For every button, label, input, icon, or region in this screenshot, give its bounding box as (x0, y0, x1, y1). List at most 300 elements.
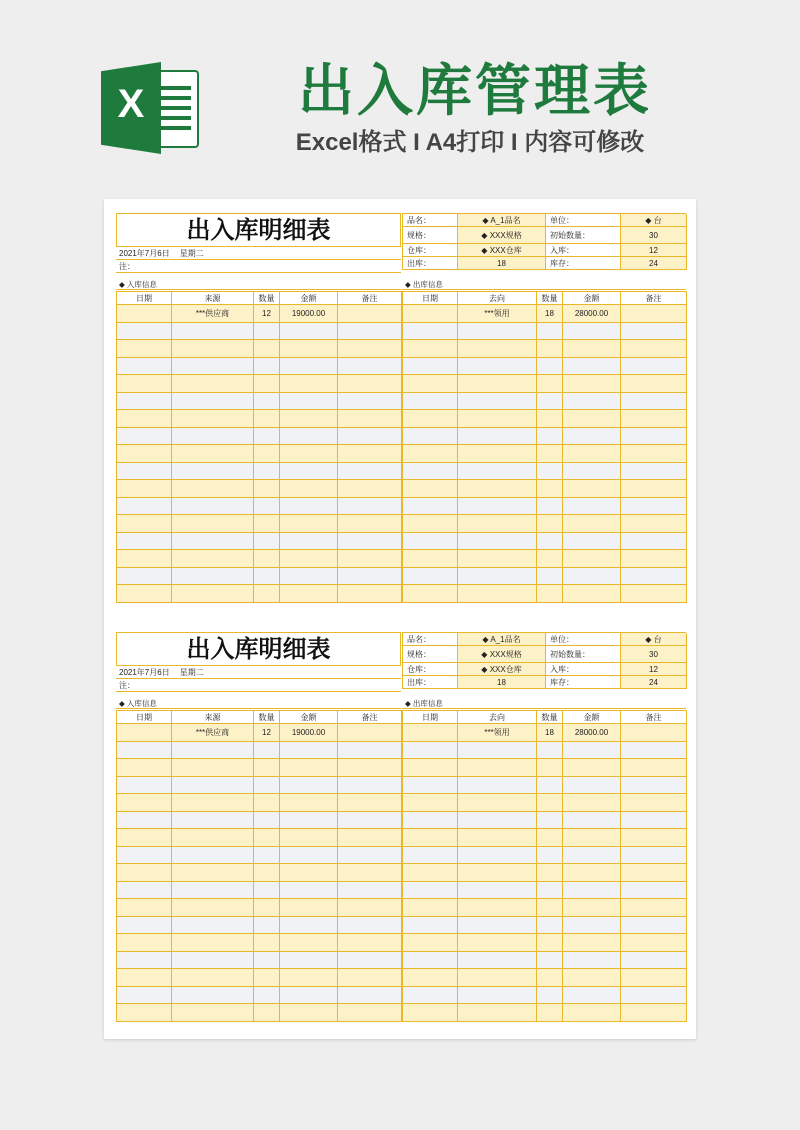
table-cell[interactable] (621, 427, 687, 445)
table-cell[interactable] (338, 811, 402, 829)
table-cell[interactable] (338, 916, 402, 934)
table-cell[interactable] (403, 951, 458, 969)
col-header-date[interactable]: 日期 (403, 711, 458, 724)
table-cell[interactable] (338, 759, 402, 777)
table-cell[interactable] (280, 375, 338, 393)
table-cell[interactable] (254, 532, 280, 550)
table-cell[interactable] (254, 969, 280, 987)
table-cell[interactable] (403, 794, 458, 812)
table-cell[interactable] (338, 427, 402, 445)
cell-destination[interactable]: ***领用 (458, 305, 537, 323)
table-cell[interactable] (537, 829, 563, 847)
table-cell[interactable] (563, 515, 621, 533)
table-cell[interactable] (563, 550, 621, 568)
table-cell[interactable] (563, 969, 621, 987)
table-cell[interactable] (403, 881, 458, 899)
table-cell[interactable] (254, 846, 280, 864)
table-cell[interactable] (338, 357, 402, 375)
table-cell[interactable] (117, 951, 172, 969)
table-cell[interactable] (621, 497, 687, 515)
table-cell[interactable] (172, 986, 254, 1004)
date-row[interactable] (116, 667, 401, 679)
table-cell[interactable] (254, 1004, 280, 1022)
table-cell[interactable] (338, 515, 402, 533)
table-cell[interactable] (537, 1004, 563, 1022)
table-cell[interactable] (338, 567, 402, 585)
table-cell[interactable] (338, 986, 402, 1004)
table-cell[interactable] (458, 741, 537, 759)
table-cell[interactable] (172, 497, 254, 515)
table-cell[interactable] (537, 322, 563, 340)
table-cell[interactable] (563, 357, 621, 375)
table-cell[interactable] (458, 934, 537, 952)
table-cell[interactable] (172, 934, 254, 952)
table-cell[interactable] (280, 846, 338, 864)
table-cell[interactable] (280, 986, 338, 1004)
cell-source[interactable]: ***供应商 (172, 724, 254, 742)
table-cell[interactable] (172, 445, 254, 463)
table-cell[interactable] (621, 340, 687, 358)
table-cell[interactable] (403, 759, 458, 777)
cell-date[interactable] (403, 305, 458, 323)
table-cell[interactable] (403, 934, 458, 952)
table-cell[interactable] (537, 951, 563, 969)
table-cell[interactable] (338, 445, 402, 463)
table-cell[interactable] (403, 375, 458, 393)
table-cell[interactable] (280, 794, 338, 812)
table-cell[interactable] (172, 515, 254, 533)
table-cell[interactable] (172, 881, 254, 899)
table-cell[interactable] (117, 986, 172, 1004)
cell-qty[interactable]: 18 (537, 305, 563, 323)
table-cell[interactable] (621, 515, 687, 533)
table-cell[interactable] (458, 550, 537, 568)
table-cell[interactable] (537, 776, 563, 794)
table-cell[interactable] (537, 794, 563, 812)
table-cell[interactable] (403, 741, 458, 759)
table-cell[interactable] (254, 497, 280, 515)
table-cell[interactable] (117, 497, 172, 515)
table-cell[interactable] (563, 951, 621, 969)
table-cell[interactable] (280, 1004, 338, 1022)
table-cell[interactable] (172, 340, 254, 358)
table-cell[interactable] (280, 515, 338, 533)
table-cell[interactable] (458, 497, 537, 515)
table-cell[interactable] (403, 1004, 458, 1022)
table-cell[interactable] (403, 550, 458, 568)
table-cell[interactable] (254, 829, 280, 847)
table-cell[interactable] (280, 881, 338, 899)
table-cell[interactable] (537, 811, 563, 829)
table-cell[interactable] (254, 759, 280, 777)
col-header-qty[interactable]: 数量 (254, 711, 280, 724)
col-header-amount[interactable]: 金额 (280, 292, 338, 305)
table-cell[interactable] (117, 741, 172, 759)
col-header-source[interactable]: 来源 (172, 711, 254, 724)
col-header-note[interactable]: 备注 (338, 711, 402, 724)
table-cell[interactable] (563, 410, 621, 428)
table-cell[interactable] (254, 445, 280, 463)
table-cell[interactable] (338, 969, 402, 987)
table-cell[interactable] (280, 445, 338, 463)
cell-date[interactable] (117, 305, 172, 323)
table-cell[interactable] (458, 881, 537, 899)
table-cell[interactable] (172, 811, 254, 829)
cell-amount[interactable]: 28000.00 (563, 305, 621, 323)
sheet-title[interactable]: 出入库明细表 (116, 632, 401, 666)
table-cell[interactable] (537, 462, 563, 480)
table-cell[interactable] (458, 462, 537, 480)
table-cell[interactable] (563, 776, 621, 794)
table-cell[interactable] (338, 375, 402, 393)
table-cell[interactable] (458, 811, 537, 829)
table-cell[interactable] (117, 357, 172, 375)
initial-qty-value[interactable]: 30 (621, 646, 687, 663)
table-cell[interactable] (254, 427, 280, 445)
table-cell[interactable] (338, 322, 402, 340)
col-header-amount[interactable]: 金额 (280, 711, 338, 724)
table-cell[interactable] (172, 759, 254, 777)
table-cell[interactable] (254, 462, 280, 480)
table-cell[interactable] (563, 986, 621, 1004)
table-cell[interactable] (458, 585, 537, 603)
table-cell[interactable] (338, 794, 402, 812)
table-cell[interactable] (280, 951, 338, 969)
table-cell[interactable] (280, 480, 338, 498)
table-cell[interactable] (403, 986, 458, 1004)
table-cell[interactable] (403, 969, 458, 987)
table-cell[interactable] (621, 410, 687, 428)
table-cell[interactable] (403, 497, 458, 515)
table-cell[interactable] (621, 375, 687, 393)
col-header-qty[interactable]: 数量 (254, 292, 280, 305)
col-header-amount[interactable]: 金额 (563, 292, 621, 305)
table-cell[interactable] (563, 794, 621, 812)
table-cell[interactable] (537, 585, 563, 603)
col-header-date[interactable]: 日期 (117, 711, 172, 724)
table-cell[interactable] (172, 1004, 254, 1022)
table-cell[interactable] (537, 759, 563, 777)
table-cell[interactable] (537, 497, 563, 515)
table-cell[interactable] (280, 497, 338, 515)
table-cell[interactable] (563, 934, 621, 952)
table-cell[interactable] (117, 515, 172, 533)
table-cell[interactable] (563, 445, 621, 463)
table-cell[interactable] (621, 934, 687, 952)
cell-amount[interactable]: 19000.00 (280, 305, 338, 323)
table-cell[interactable] (403, 462, 458, 480)
table-cell[interactable] (563, 741, 621, 759)
table-cell[interactable] (117, 846, 172, 864)
table-cell[interactable] (172, 357, 254, 375)
table-cell[interactable] (403, 585, 458, 603)
cell-qty[interactable]: 12 (254, 724, 280, 742)
table-cell[interactable] (458, 794, 537, 812)
table-cell[interactable] (621, 567, 687, 585)
table-cell[interactable] (117, 322, 172, 340)
table-cell[interactable] (117, 462, 172, 480)
note-row[interactable] (116, 261, 401, 273)
cell-note[interactable] (338, 305, 402, 323)
cell-amount[interactable]: 28000.00 (563, 724, 621, 742)
table-cell[interactable] (563, 864, 621, 882)
col-header-qty[interactable]: 数量 (537, 711, 563, 724)
initial-qty-value[interactable]: 30 (621, 227, 687, 244)
table-cell[interactable] (280, 410, 338, 428)
table-cell[interactable] (338, 864, 402, 882)
unit-value[interactable]: ◆ 台 (621, 214, 687, 227)
table-cell[interactable] (172, 846, 254, 864)
table-cell[interactable] (621, 741, 687, 759)
table-cell[interactable] (254, 340, 280, 358)
col-header-note[interactable]: 备注 (338, 292, 402, 305)
table-cell[interactable] (458, 375, 537, 393)
table-cell[interactable] (537, 916, 563, 934)
date-row[interactable] (116, 248, 401, 260)
table-cell[interactable] (458, 951, 537, 969)
table-cell[interactable] (172, 829, 254, 847)
table-cell[interactable] (254, 515, 280, 533)
table-cell[interactable] (403, 916, 458, 934)
table-cell[interactable] (458, 829, 537, 847)
stock-value[interactable]: 24 (621, 676, 687, 689)
table-cell[interactable] (280, 741, 338, 759)
stock-value[interactable]: 24 (621, 257, 687, 270)
table-cell[interactable] (338, 951, 402, 969)
table-cell[interactable] (563, 497, 621, 515)
table-cell[interactable] (403, 480, 458, 498)
table-cell[interactable] (280, 776, 338, 794)
table-cell[interactable] (458, 567, 537, 585)
table-cell[interactable] (338, 497, 402, 515)
table-cell[interactable] (172, 585, 254, 603)
table-cell[interactable] (280, 427, 338, 445)
col-header-qty[interactable]: 数量 (537, 292, 563, 305)
table-cell[interactable] (621, 532, 687, 550)
table-cell[interactable] (117, 776, 172, 794)
table-cell[interactable] (172, 322, 254, 340)
cell-date[interactable] (403, 724, 458, 742)
table-cell[interactable] (172, 951, 254, 969)
table-cell[interactable] (117, 864, 172, 882)
table-cell[interactable] (117, 445, 172, 463)
table-cell[interactable] (172, 916, 254, 934)
table-cell[interactable] (621, 969, 687, 987)
table-cell[interactable] (254, 480, 280, 498)
table-cell[interactable] (280, 759, 338, 777)
table-cell[interactable] (338, 881, 402, 899)
col-header-date[interactable]: 日期 (117, 292, 172, 305)
table-cell[interactable] (403, 340, 458, 358)
table-cell[interactable] (563, 480, 621, 498)
table-cell[interactable] (403, 846, 458, 864)
table-cell[interactable] (537, 567, 563, 585)
table-cell[interactable] (563, 427, 621, 445)
table-cell[interactable] (280, 462, 338, 480)
table-cell[interactable] (254, 567, 280, 585)
table-cell[interactable] (338, 899, 402, 917)
table-cell[interactable] (563, 585, 621, 603)
table-cell[interactable] (117, 410, 172, 428)
table-cell[interactable] (563, 811, 621, 829)
table-cell[interactable] (172, 794, 254, 812)
warehouse-value[interactable]: ◆ XXX仓库 (458, 244, 546, 257)
table-cell[interactable] (621, 462, 687, 480)
table-cell[interactable] (621, 951, 687, 969)
table-cell[interactable] (563, 881, 621, 899)
table-cell[interactable] (117, 427, 172, 445)
table-cell[interactable] (254, 951, 280, 969)
table-cell[interactable] (172, 375, 254, 393)
table-cell[interactable] (458, 392, 537, 410)
table-cell[interactable] (537, 550, 563, 568)
table-cell[interactable] (338, 462, 402, 480)
table-cell[interactable] (254, 410, 280, 428)
note-row[interactable] (116, 680, 401, 692)
table-cell[interactable] (280, 322, 338, 340)
table-cell[interactable] (563, 759, 621, 777)
cell-note[interactable] (621, 724, 687, 742)
cell-amount[interactable]: 19000.00 (280, 724, 338, 742)
col-header-destination[interactable]: 去向 (458, 292, 537, 305)
table-cell[interactable] (172, 864, 254, 882)
col-header-source[interactable]: 来源 (172, 292, 254, 305)
product-value[interactable]: ◆ A_1品名 (458, 633, 546, 646)
table-cell[interactable] (172, 410, 254, 428)
table-cell[interactable] (621, 846, 687, 864)
table-cell[interactable] (117, 794, 172, 812)
table-cell[interactable] (458, 340, 537, 358)
table-cell[interactable] (458, 969, 537, 987)
table-cell[interactable] (172, 741, 254, 759)
table-cell[interactable] (563, 829, 621, 847)
table-cell[interactable] (537, 392, 563, 410)
table-cell[interactable] (403, 322, 458, 340)
table-cell[interactable] (254, 585, 280, 603)
table-cell[interactable] (621, 550, 687, 568)
table-cell[interactable] (563, 322, 621, 340)
table-cell[interactable] (254, 776, 280, 794)
product-value[interactable]: ◆ A_1品名 (458, 214, 546, 227)
col-header-destination[interactable]: 去向 (458, 711, 537, 724)
table-cell[interactable] (254, 392, 280, 410)
table-cell[interactable] (621, 480, 687, 498)
col-header-amount[interactable]: 金额 (563, 711, 621, 724)
cell-date[interactable] (117, 724, 172, 742)
table-cell[interactable] (537, 899, 563, 917)
table-cell[interactable] (621, 445, 687, 463)
table-cell[interactable] (338, 934, 402, 952)
table-cell[interactable] (537, 410, 563, 428)
table-cell[interactable] (254, 322, 280, 340)
table-cell[interactable] (458, 899, 537, 917)
table-cell[interactable] (563, 916, 621, 934)
table-cell[interactable] (280, 567, 338, 585)
table-cell[interactable] (537, 532, 563, 550)
table-cell[interactable] (621, 881, 687, 899)
table-cell[interactable] (338, 741, 402, 759)
table-cell[interactable] (403, 899, 458, 917)
table-cell[interactable] (458, 445, 537, 463)
table-cell[interactable] (458, 986, 537, 1004)
table-cell[interactable] (403, 515, 458, 533)
sheet-title[interactable]: 出入库明细表 (116, 213, 401, 247)
table-cell[interactable] (117, 532, 172, 550)
table-cell[interactable] (458, 864, 537, 882)
table-cell[interactable] (117, 1004, 172, 1022)
table-cell[interactable] (621, 776, 687, 794)
table-cell[interactable] (117, 899, 172, 917)
table-cell[interactable] (280, 532, 338, 550)
table-cell[interactable] (338, 480, 402, 498)
table-cell[interactable] (117, 340, 172, 358)
table-cell[interactable] (280, 934, 338, 952)
table-cell[interactable] (563, 567, 621, 585)
table-cell[interactable] (117, 881, 172, 899)
table-cell[interactable] (458, 357, 537, 375)
table-cell[interactable] (458, 776, 537, 794)
in-total-value[interactable]: 12 (621, 244, 687, 257)
table-cell[interactable] (563, 462, 621, 480)
table-cell[interactable] (563, 532, 621, 550)
cell-source[interactable]: ***供应商 (172, 305, 254, 323)
table-cell[interactable] (172, 392, 254, 410)
table-cell[interactable] (254, 899, 280, 917)
table-cell[interactable] (280, 969, 338, 987)
table-cell[interactable] (254, 550, 280, 568)
table-cell[interactable] (458, 846, 537, 864)
table-cell[interactable] (172, 550, 254, 568)
table-cell[interactable] (621, 585, 687, 603)
table-cell[interactable] (280, 340, 338, 358)
table-cell[interactable] (280, 392, 338, 410)
table-cell[interactable] (117, 480, 172, 498)
table-cell[interactable] (458, 1004, 537, 1022)
table-cell[interactable] (537, 357, 563, 375)
table-cell[interactable] (254, 811, 280, 829)
table-cell[interactable] (537, 515, 563, 533)
table-cell[interactable] (117, 934, 172, 952)
table-cell[interactable] (117, 811, 172, 829)
table-cell[interactable] (458, 410, 537, 428)
table-cell[interactable] (563, 846, 621, 864)
table-cell[interactable] (621, 357, 687, 375)
table-cell[interactable] (117, 969, 172, 987)
cell-qty[interactable]: 12 (254, 305, 280, 323)
col-header-date[interactable]: 日期 (403, 292, 458, 305)
table-cell[interactable] (403, 445, 458, 463)
table-cell[interactable] (117, 375, 172, 393)
table-cell[interactable] (338, 532, 402, 550)
table-cell[interactable] (537, 986, 563, 1004)
table-cell[interactable] (172, 532, 254, 550)
table-cell[interactable] (537, 427, 563, 445)
table-cell[interactable] (563, 1004, 621, 1022)
table-cell[interactable] (172, 567, 254, 585)
table-cell[interactable] (537, 846, 563, 864)
spec-value[interactable]: ◆ XXX规格 (458, 646, 546, 663)
table-cell[interactable] (280, 864, 338, 882)
table-cell[interactable] (254, 741, 280, 759)
table-cell[interactable] (621, 759, 687, 777)
table-cell[interactable] (117, 567, 172, 585)
table-cell[interactable] (172, 969, 254, 987)
out-total-value[interactable]: 18 (458, 676, 546, 689)
cell-note[interactable] (621, 305, 687, 323)
table-cell[interactable] (537, 969, 563, 987)
table-cell[interactable] (403, 776, 458, 794)
table-cell[interactable] (403, 811, 458, 829)
